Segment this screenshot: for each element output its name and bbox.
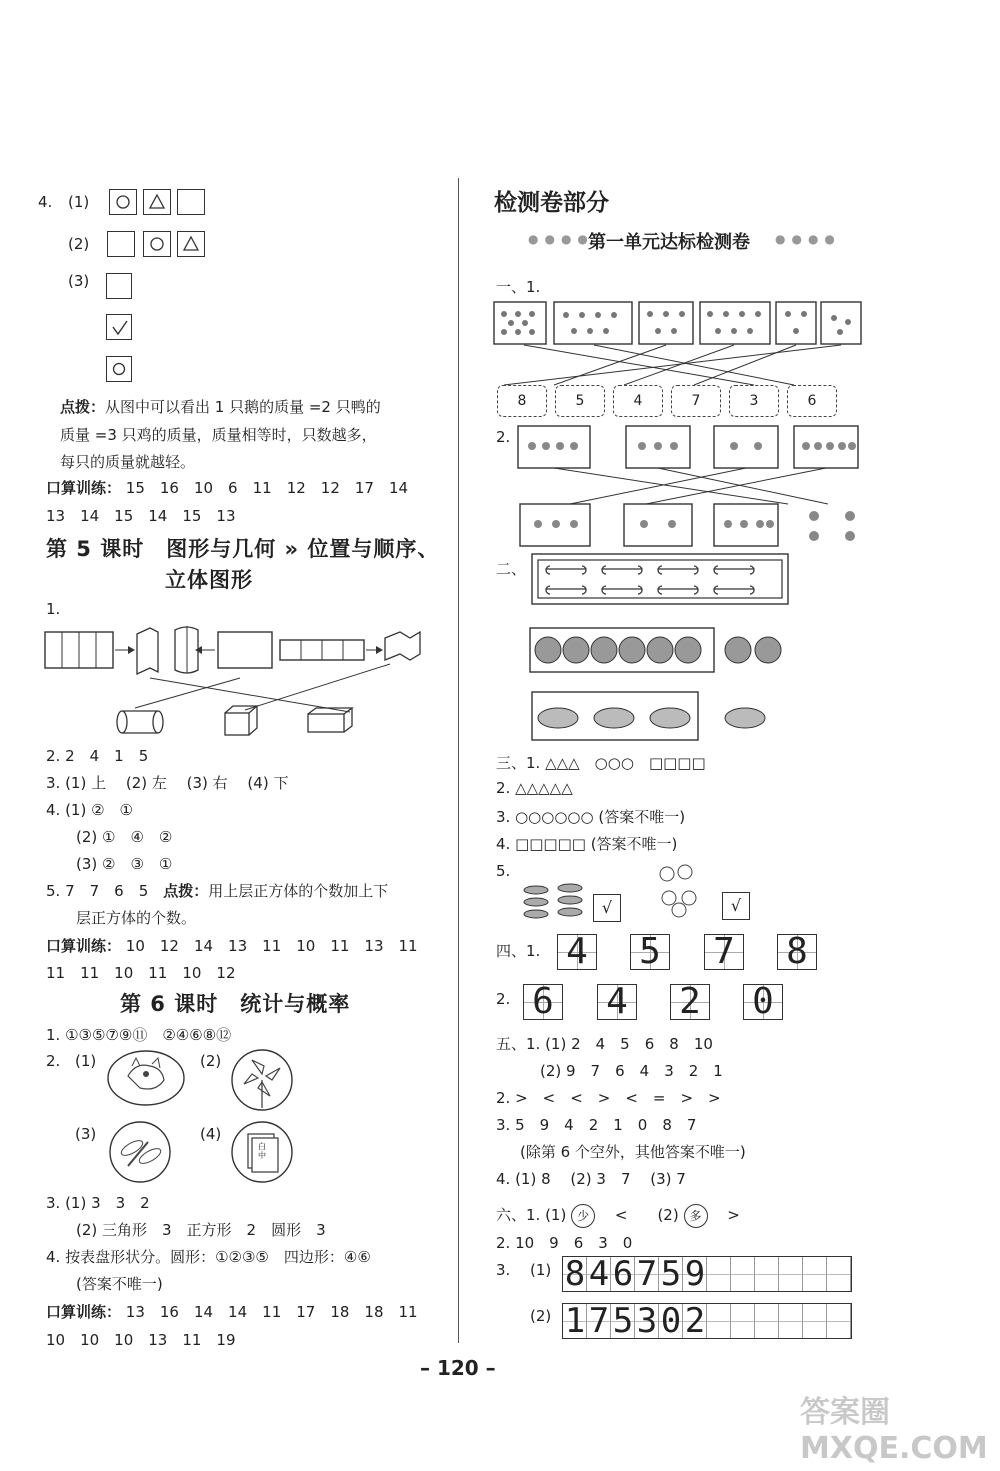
s3-q5-label: 5.	[496, 862, 511, 880]
l5-q4c: (3) ② ③ ①	[76, 855, 173, 873]
l5-q4a: 4. (1) ② ①	[46, 801, 133, 819]
q4-part3: (3)	[68, 272, 90, 290]
s1-q1-label: 一、1.	[496, 278, 541, 296]
s5-q4: 4. (1) 8 (2) 3 7 (3) 7	[496, 1170, 686, 1188]
answer-box	[143, 189, 171, 215]
circled-answer: 多	[684, 1204, 708, 1228]
s5-q1b: (2) 9 7 6 4 3 2 1	[540, 1062, 723, 1080]
caterpillars-box	[530, 690, 790, 742]
dots-left-icon: ●●●●	[528, 232, 594, 246]
digit-row-grid-1	[562, 1256, 852, 1292]
s3-q2: 2. △△△△△	[496, 779, 573, 797]
answer-box	[106, 314, 132, 340]
s3-q1: 三、1. △△△ ○○○ □□□□	[496, 754, 706, 772]
book-cover-text: 白 中	[258, 1142, 266, 1160]
q4-tip-line2: 质量 =3 只鸡的质量，质量相等时，只数越多，	[60, 426, 377, 444]
l6-q2-p2: (2)	[200, 1052, 222, 1070]
l5-q3: 3. (1) 上 (2) 左 (3) 右 (4) 下	[46, 774, 289, 792]
bones-box	[530, 552, 790, 607]
s3-q3: 3. ○○○○○○ (答案不唯一)	[496, 808, 686, 826]
s6-q2: 2. 10 9 6 3 0	[496, 1234, 633, 1252]
oral-training-2-line2: 11 11 10 11 10 12	[46, 964, 236, 982]
s4-q1-label: 四、1.	[496, 942, 541, 960]
number-tag: 4	[613, 385, 663, 417]
l6-q2-p4: (4)	[200, 1125, 222, 1143]
q4-part2: (2)	[68, 235, 90, 253]
digit-writing-grid: 0	[743, 984, 783, 1020]
q4-part1: (1)	[68, 193, 90, 211]
digit-writing-grid: 4	[557, 934, 597, 970]
l5-q2: 2. 2 4 1 5	[46, 747, 149, 765]
l6-q3b: (2) 三角形 3 正方形 2 圆形 3	[76, 1221, 326, 1239]
lesson6-title: 第 6 课时 统计与概率	[120, 992, 351, 1016]
digit-writing-grid: 6	[523, 984, 563, 1020]
answer-box	[177, 231, 205, 257]
oral-training-3: 口算训练： 13 16 14 14 11 17 18 18 11	[46, 1303, 418, 1321]
l6-q4b: (答案不唯一)	[76, 1275, 163, 1293]
digit-writing-grid: 8	[777, 934, 817, 970]
s3-q4: 4. □□□□□ (答案不唯一)	[496, 835, 678, 853]
digit-writing-grid: 7	[704, 934, 744, 970]
flower-pictures	[655, 862, 715, 922]
lesson5-title: 第 5 课时 图形与几何 » 位置与顺序、	[46, 537, 440, 561]
s1-q2-label: 2.	[496, 428, 511, 446]
column-divider	[458, 178, 459, 1343]
digit-row-grid-2	[562, 1303, 852, 1339]
l5-q5b: 层正方体的个数。	[76, 909, 197, 927]
s6-q3-label: 3.	[496, 1261, 511, 1279]
nets-matching-figure	[40, 620, 460, 740]
digit-row-1: 8 4 6 7 5 9	[564, 1254, 706, 1294]
q4-label: 4.	[38, 193, 53, 211]
q2-matching-figure	[518, 424, 868, 549]
answer-box-empty	[177, 189, 205, 215]
s5-q3a: 3. 5 9 4 2 1 0 8 7	[496, 1116, 697, 1134]
triangle-icon	[144, 190, 172, 216]
digit-row-2: 1 7 5 3 0 2	[564, 1301, 706, 1341]
check-box: √	[722, 892, 750, 920]
number-tag: 7	[671, 385, 721, 417]
s2-label: 二、	[496, 560, 527, 578]
answer-box	[109, 189, 137, 215]
l5-q5a: 5. 7 7 6 5 点拨：用上层正方体的个数加上下	[46, 882, 389, 900]
answer-box	[143, 231, 171, 257]
oral-training-1-line2: 13 14 15 14 15 13	[46, 507, 236, 525]
oral-training-3-line2: 10 10 10 13 11 19	[46, 1331, 236, 1349]
s4-q2-label: 2.	[496, 990, 511, 1008]
s5-q1a: 五、1. (1) 2 4 5 6 8 10	[496, 1035, 713, 1053]
dots-right-icon: ●●●●	[775, 232, 841, 246]
number-tag: 3	[729, 385, 779, 417]
q4-tip-line1: 点拨：从图中可以看出 1 只鹅的质量 =2 只鸭的	[60, 398, 381, 416]
circle-icon	[144, 232, 172, 258]
picture-group-boxes	[494, 300, 874, 345]
l6-q1: 1. ①③⑤⑦⑨⑪ ②④⑥⑧⑫	[46, 1026, 232, 1044]
section-title: 检测卷部分	[494, 190, 609, 216]
l6-q4a: 4. 按表盘形状分。圆形：①②③⑤ 四边形：④⑥	[46, 1248, 371, 1266]
digit-writing-grid: 4	[597, 984, 637, 1020]
circled-answer: 少	[571, 1204, 595, 1228]
circle-icon	[110, 190, 138, 216]
number-tag: 6	[787, 385, 837, 417]
digit-writing-grid: 2	[670, 984, 710, 1020]
circle-icon	[107, 357, 133, 383]
number-tags-row	[497, 385, 857, 417]
triangle-icon	[178, 232, 206, 258]
matching-lines	[494, 345, 874, 385]
digit-writing-grid: 5	[630, 934, 670, 970]
l6-q2-p1: (1)	[75, 1052, 97, 1070]
unit-title: 第一单元达标检测卷	[588, 232, 750, 253]
watermark-logo: 答案圈 MXQE.COM	[800, 1395, 988, 1466]
pine-cones-box	[528, 626, 808, 674]
cat-picture-circle	[106, 1048, 186, 1108]
l6-q3a: 3. (1) 3 3 2	[46, 1194, 150, 1212]
s5-q3b: (除第 6 个空外，其他答案不唯一)	[520, 1143, 746, 1161]
l6-q2-p3: (3)	[75, 1125, 97, 1143]
page-number: – 120 –	[420, 1356, 496, 1380]
pinwheel-picture-circle	[230, 1046, 294, 1116]
number-tag: 8	[497, 385, 547, 417]
s6-q3-p1: (1)	[530, 1261, 552, 1279]
s6-q1: 六、1. (1) 少 < (2) 多 >	[496, 1204, 740, 1228]
dragonfly-picture-circle	[108, 1120, 172, 1184]
number-tag: 5	[555, 385, 605, 417]
answer-box-empty	[106, 273, 132, 299]
q4-tip-line3: 每只的质量就越轻。	[60, 453, 196, 471]
s5-q2: 2. > < < > < = > >	[496, 1089, 721, 1107]
l5-q4b: (2) ① ④ ②	[76, 828, 173, 846]
answer-box	[106, 356, 132, 382]
oral-training-2: 口算训练： 10 12 14 13 11 10 11 13 11	[46, 937, 418, 955]
answer-box-empty	[107, 231, 135, 257]
oral-training-1: 口算训练： 15 16 10 6 11 12 12 17 14	[46, 479, 409, 497]
lesson5-title-2: 立体图形	[165, 568, 253, 592]
check-box: √	[593, 894, 621, 922]
l6-q2-label: 2.	[46, 1052, 61, 1070]
s6-q3-p2: (2)	[530, 1307, 552, 1325]
check-icon	[107, 315, 133, 341]
l5-q1-label: 1.	[46, 600, 61, 618]
